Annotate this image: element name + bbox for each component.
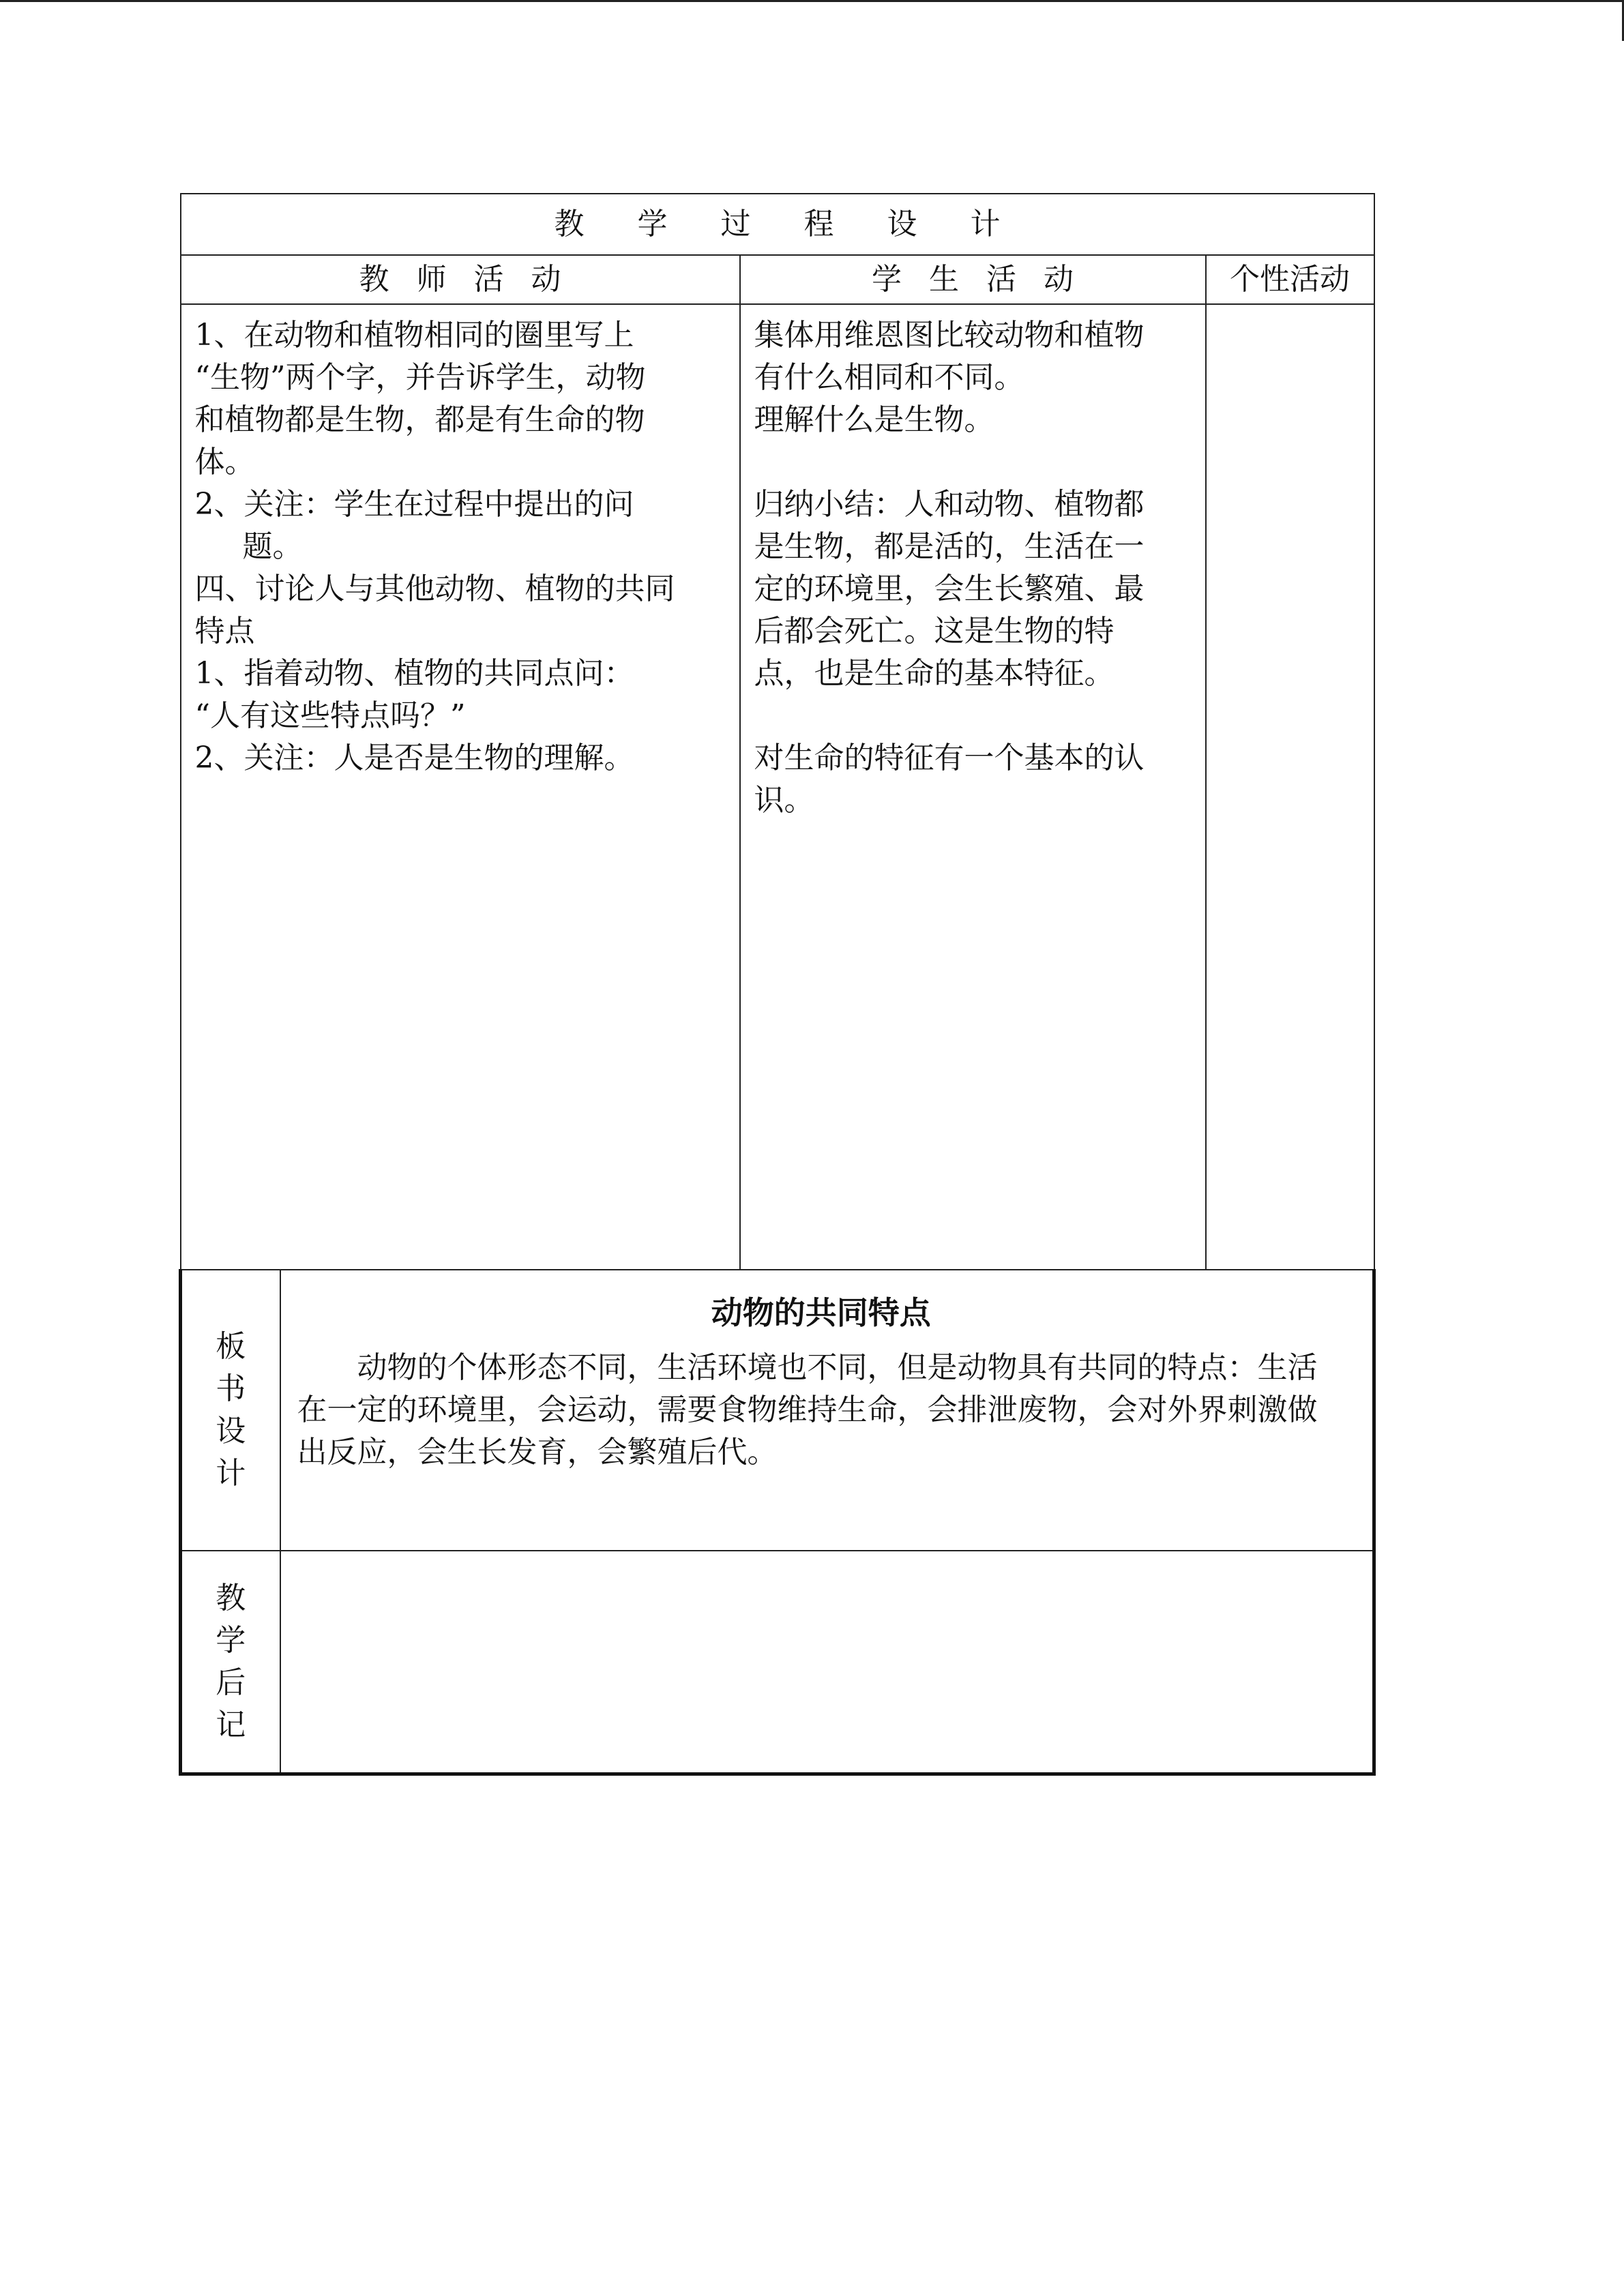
paragraph-gap	[754, 441, 1193, 483]
student-activity-cell	[740, 304, 1206, 1270]
personal-activity-cell	[1206, 304, 1374, 1270]
board-label-char: 板	[216, 1329, 246, 1364]
board-label-char: 书	[216, 1371, 246, 1406]
teacher-column-label: 教师活动	[359, 262, 589, 297]
notes-label-char: 记	[216, 1708, 246, 1742]
student-line: 定的环境里，会生长繁殖、最	[754, 571, 1145, 606]
teaching-notes-cell	[280, 1551, 1374, 1774]
teacher-line: 1、指着动物、植物的共同点问：	[194, 656, 634, 691]
personal-column-header	[1206, 255, 1374, 304]
teacher-line: 四、讨论人与其他动物、植物的共同	[194, 571, 675, 606]
page-top-border	[0, 0, 1624, 2]
board-design-label	[181, 1270, 280, 1551]
student-line: 理解什么是生物。	[754, 402, 994, 437]
board-label-char: 设	[216, 1414, 246, 1448]
teacher-line: “生物”两个字，并告诉学生，动物	[194, 360, 646, 395]
paragraph-gap	[754, 695, 1193, 737]
student-line: 有什么相同和不同。	[754, 360, 1024, 395]
student-line: 后都会死亡。这是生物的特	[754, 614, 1114, 648]
notes-label-char: 学	[216, 1623, 246, 1658]
teacher-line: 和植物都是生物，都是有生命的物	[194, 402, 645, 437]
board-design-cell	[280, 1270, 1374, 1551]
teacher-line: 2、关注：人是否是生物的理解。	[194, 741, 634, 775]
teacher-column-header	[181, 255, 740, 304]
teacher-line: 题。	[242, 529, 303, 564]
teacher-activity-cell	[181, 304, 740, 1270]
student-line: 对生命的特征有一个基本的认	[754, 741, 1145, 775]
student-line: 归纳小结：人和动物、植物都	[754, 487, 1145, 522]
teacher-line: “人有这些特点吗？”	[194, 698, 466, 733]
teacher-line: 特点	[194, 614, 255, 648]
teacher-line: 体。	[194, 445, 255, 479]
student-column-label: 学生活动	[872, 262, 1101, 297]
lesson-plan-table	[179, 193, 1376, 1776]
student-line: 点，也是生命的基本特征。	[754, 656, 1114, 691]
table-title-text: 教学过程设计	[554, 207, 1054, 241]
teacher-line: 2、关注：学生在过程中提出的问	[194, 487, 634, 522]
notes-label-char: 教	[216, 1581, 246, 1615]
table-title	[181, 194, 1374, 255]
notes-label-char: 后	[216, 1665, 246, 1700]
teacher-line: 1、在动物和植物相同的圈里写上	[194, 318, 634, 353]
teaching-notes-label	[181, 1551, 280, 1774]
personal-column-label: 个性活动	[1230, 262, 1350, 297]
student-column-header	[740, 255, 1206, 304]
student-line: 识。	[754, 783, 814, 818]
board-heading: 动物的共同特点	[711, 1294, 931, 1331]
student-line: 集体用维恩图比较动物和植物	[754, 318, 1145, 353]
board-text: 动物的个体形态不同，生活环境也不同，但是动物具有共同的特点：生活在一定的环境里，会运动，需要食物维持生命，会排泄废物，会对外界刺激做出反应，会生长发育，会繁殖后代。	[297, 1350, 1318, 1470]
student-line: 是生物，都是活的，生活在一	[754, 529, 1145, 564]
board-label-char: 计	[216, 1456, 246, 1491]
